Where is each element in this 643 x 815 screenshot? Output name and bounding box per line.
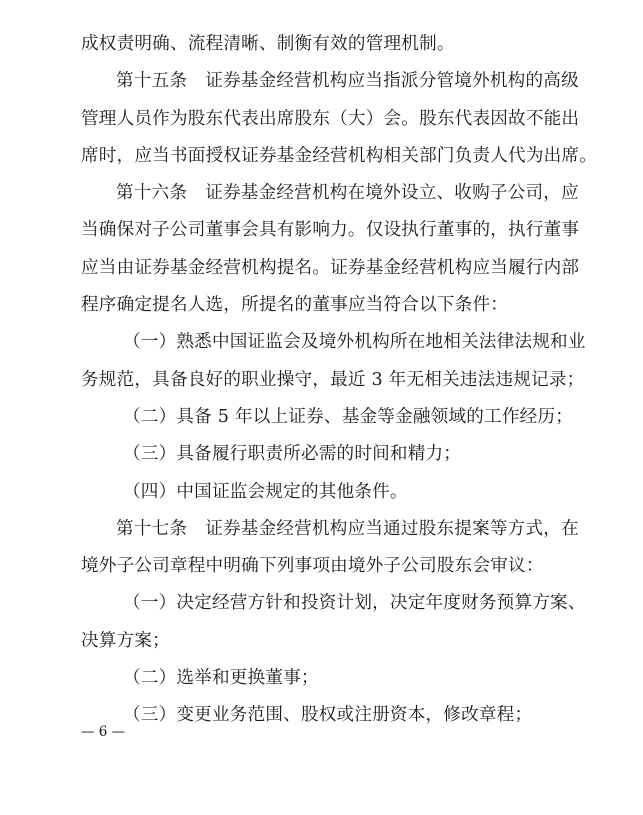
article-16-text: 证券基金经营机构在境外设立、收购子公司，应 — [205, 183, 579, 204]
list-item-line: （一）决定经营方针和投资计划，决定年度财务预算方案、 — [123, 593, 586, 614]
article-16-label: 第十六条 — [116, 183, 188, 204]
article-16-first-line — [81, 175, 579, 212]
article-15-label: 第十五条 — [116, 71, 188, 92]
article-17-label: 第十七条 — [116, 518, 188, 539]
text-line: 成权责明确、流程清晰、制衡有效的管理机制。 — [81, 34, 455, 54]
article-17-text: 证券基金经营机构应当通过股东提案等方式，在 — [205, 518, 579, 539]
list-item-line: （二）具备 5 年以上证券、基金等金融领域的工作经历； — [123, 406, 574, 427]
article-17-first-line — [81, 511, 579, 548]
article-15-text: 证券基金经营机构应当指派分管境外机构的高级 — [205, 71, 579, 92]
page-number: — 6 — — [81, 724, 126, 740]
text-line: 决算方案； — [81, 630, 170, 651]
article-15-first-line — [81, 63, 579, 100]
list-item-line: （二）选举和更换董事； — [123, 668, 319, 689]
document-body — [81, 26, 598, 735]
text-line: 席时，应当书面授权证券基金经营机构相关部门负责人代为出席。 — [81, 145, 598, 166]
text-line: 境外子公司章程中明确下列事项由境外子公司股东会审议： — [81, 556, 544, 577]
text-line: 当确保对子公司董事会具有影响力。仅设执行董事的，执行董事 — [81, 220, 580, 241]
list-item-line: （三）具备履行职责所必需的时间和精力； — [123, 444, 462, 465]
list-item-line: （一）熟悉中国证监会及境外机构所在地相关法律法规和业 — [123, 332, 586, 353]
text-line: 应当由证券基金经营机构提名。证券基金经营机构应当履行内部 — [81, 257, 580, 278]
text-line: 程序确定提名人选，所提名的董事应当符合以下条件： — [81, 295, 509, 316]
list-item-line: （四）中国证监会规定的其他条件。 — [123, 481, 408, 502]
text-line: 管理人员作为股东代表出席股东（大）会。股东代表因故不能出 — [81, 108, 580, 129]
list-item-line: （三）变更业务范围、股权或注册资本，修改章程； — [123, 705, 533, 726]
text-line: 务规范，具备良好的职业操守，最近 3 年无相关违法违规记录； — [81, 369, 585, 390]
